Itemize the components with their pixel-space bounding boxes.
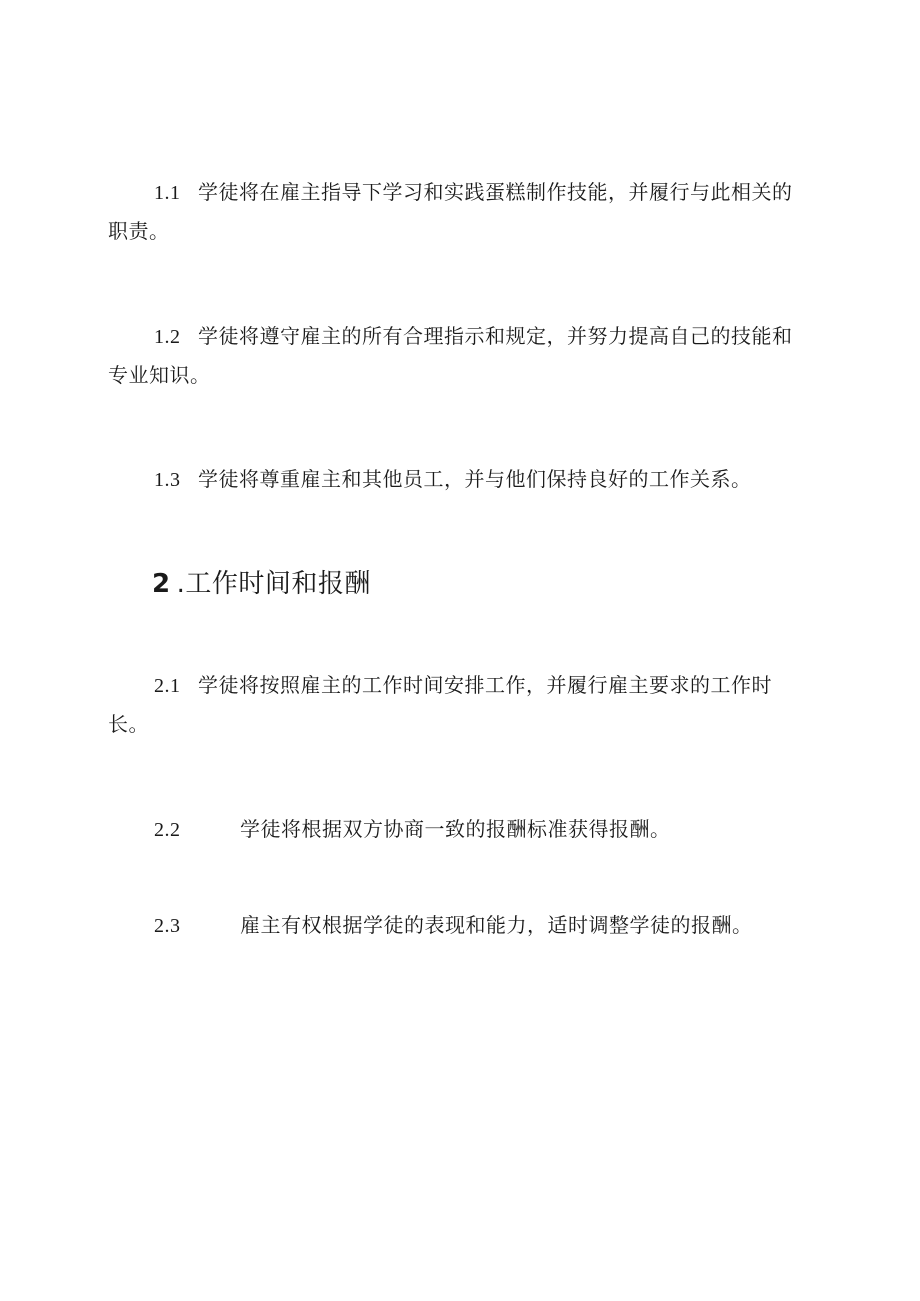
section-number: 2 bbox=[152, 569, 171, 599]
clause-1-1 bbox=[108, 173, 808, 250]
clause-number: 1.2 bbox=[154, 326, 181, 348]
section-title: .工作时间和报酬 bbox=[176, 569, 371, 599]
clause-number: 2.2 bbox=[154, 819, 181, 841]
clause-2-3 bbox=[108, 906, 808, 945]
clause-2-1 bbox=[108, 666, 808, 743]
clause-text: 雇主有权根据学徒的表现和能力，适时调整学徒的报酬。 bbox=[240, 913, 753, 937]
clause-number: 2.1 bbox=[154, 675, 181, 697]
clause-text: 学徒将在雇主指导下学习和实践蛋糕制作技能，并履行与此相关的职责。 bbox=[108, 180, 793, 243]
clause-text: 学徒将遵守雇主的所有合理指示和规定，并努力提高自己的技能和专业知识。 bbox=[108, 324, 793, 387]
clause-number: 2.3 bbox=[154, 915, 181, 937]
clause-text: 学徒将按照雇主的工作时间安排工作，并履行雇主要求的工作时长。 bbox=[108, 673, 772, 736]
section-2-heading bbox=[152, 563, 371, 600]
clause-number: 1.1 bbox=[154, 182, 181, 204]
clause-text: 学徒将尊重雇主和其他员工，并与他们保持良好的工作关系。 bbox=[198, 467, 752, 491]
clause-1-2 bbox=[108, 317, 808, 394]
clause-2-2 bbox=[108, 810, 808, 849]
clause-text: 学徒将根据双方协商一致的报酬标准获得报酬。 bbox=[240, 817, 671, 841]
clause-1-3 bbox=[108, 460, 808, 499]
clause-number: 1.3 bbox=[154, 469, 181, 491]
